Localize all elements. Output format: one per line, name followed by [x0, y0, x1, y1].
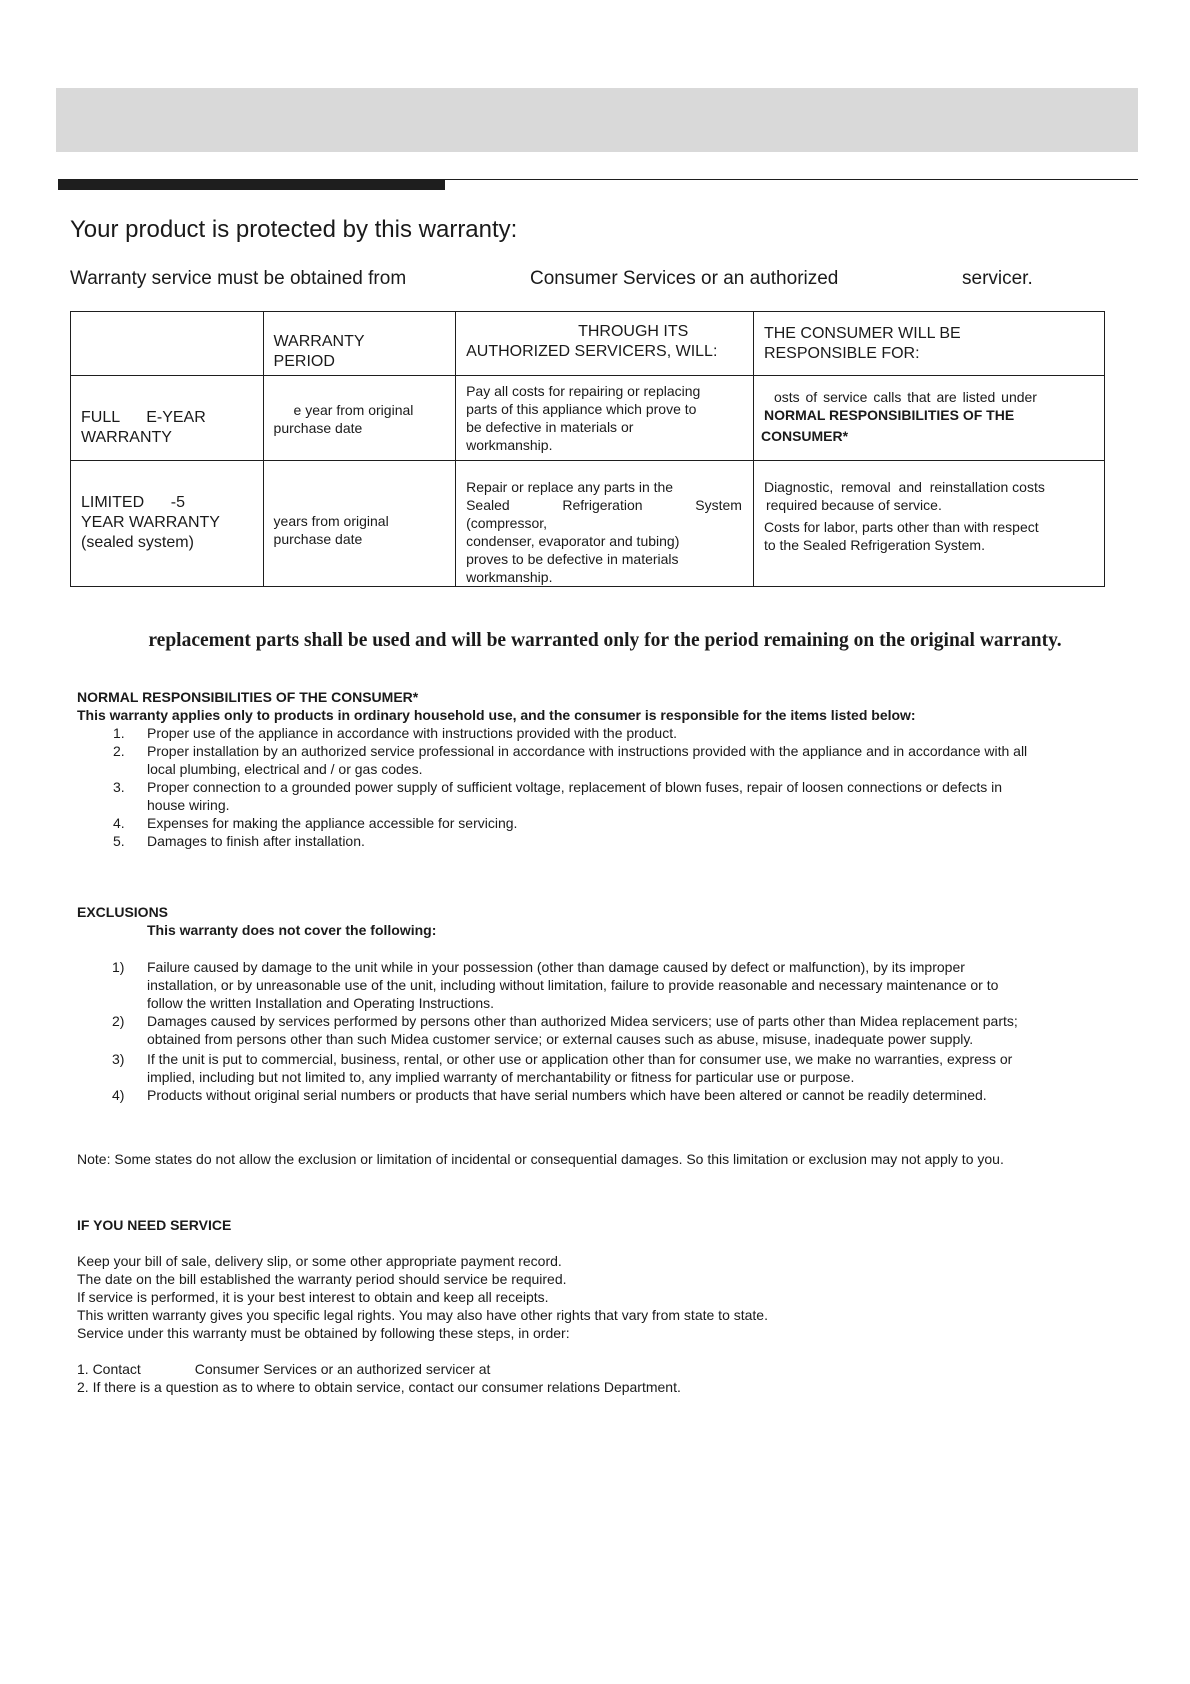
- row1-period-cell: [263, 376, 456, 461]
- service-line: Service under this warranty must be obtained by following these steps, in order:: [77, 1325, 570, 1341]
- row2-will-line2: [466, 496, 753, 514]
- header-period-line1: WARRANTY: [273, 333, 365, 350]
- list-item-text: Failure caused by damage to the unit while in your possession (other than damage caused by defect or malfunction), by its improper: [147, 959, 965, 975]
- section-rule-thick: [58, 179, 445, 190]
- list-item-text: Damages to finish after installation.: [147, 833, 365, 849]
- list-item-text: If the unit is put to commercial, business, rental, or other use or application other than for consumer use, we make no warranties, express or: [147, 1051, 1013, 1067]
- list-item-text: local plumbing, electrical and / or gas codes.: [147, 761, 423, 777]
- row1-will-line3: be defective in materials or: [466, 419, 634, 435]
- row2-will-word-refrigeration: Refrigeration: [562, 497, 643, 513]
- header-will-line2: AUTHORIZED SERVICERS, WILL:: [466, 343, 718, 360]
- subheading-part2: Consumer Services or an authorized: [530, 268, 839, 289]
- list-item-number: 4): [112, 1087, 125, 1103]
- list-item: [77, 724, 1027, 742]
- row1-resp-cell: [753, 376, 1104, 461]
- service-step-2: 2. If there is a question as to where to obtain service, contact our consumer relations Department.: [77, 1379, 681, 1395]
- row1-will-line1: Pay all costs for repairing or replacing: [466, 383, 701, 399]
- service-line: This written warranty gives you specific legal rights. You may also have other rights that vary from state to state.: [77, 1307, 768, 1323]
- row2-type-line2: YEAR WARRANTY: [81, 514, 220, 531]
- warranty-table: [70, 311, 1105, 587]
- row2-resp-line4: to the Sealed Refrigeration System.: [763, 537, 985, 553]
- page-title: Your product is protected by this warranty:: [70, 216, 518, 243]
- header-cell-responsible: [753, 312, 1104, 376]
- list-item-number: 3): [112, 1051, 125, 1067]
- header-resp-line1: THE CONSUMER WILL BE: [763, 325, 961, 342]
- list-item-number: 5.: [113, 833, 125, 849]
- row2-will-line1: Repair or replace any parts in the: [466, 479, 674, 495]
- row1-will-cell: [456, 376, 754, 461]
- service-line: Keep your bill of sale, delivery slip, or some other appropriate payment record.: [77, 1253, 562, 1269]
- row2-will-cell: [456, 461, 754, 587]
- row2-period-cell: [263, 461, 456, 587]
- row1-period-line1: e year from original: [293, 402, 414, 418]
- row2-will-line6: workmanship.: [466, 569, 553, 585]
- section-rule-thin: [445, 179, 1138, 180]
- service-paragraph: [77, 1252, 768, 1342]
- row1-will-line2: parts of this appliance which prove to: [466, 401, 697, 417]
- row2-resp-line2: required because of service.: [765, 497, 942, 513]
- replacement-parts-note: replacement parts shall be used and will be warranted only for the period remaining on the original warranty.: [148, 630, 1062, 651]
- list-item-text: Proper installation by an authorized service professional in accordance with instructions provided with the appliance and in accordance with all: [147, 743, 1028, 759]
- list-item: [77, 1050, 1018, 1086]
- normal-responsibilities-section: [77, 688, 916, 724]
- row2-resp-cell: [753, 461, 1104, 587]
- service-title: IF YOU NEED SERVICE: [77, 1217, 232, 1233]
- exclusions-intro: This warranty does not cover the following:: [147, 922, 437, 938]
- list-item-number: 1): [112, 959, 125, 975]
- row1-resp-line2: NORMAL RESPONSIBILITIES OF THE: [763, 407, 1015, 423]
- row1-type-line2: WARRANTY: [81, 429, 172, 446]
- header-cell-will: [456, 312, 754, 376]
- list-item-text: Proper connection to a grounded power supply of sufficient voltage, replacement of blown fuses, repair of loosen connections or defects in: [147, 779, 1003, 795]
- normal-list: [77, 724, 1027, 850]
- row2-type-line1: LIMITED -5: [81, 494, 186, 511]
- normal-intro: This warranty applies only to products in ordinary household use, and the consumer is responsible for the items listed below:: [77, 707, 916, 723]
- list-item-number: 3.: [113, 779, 125, 795]
- service-step1-text: Consumer Services or an authorized servicer at: [194, 1361, 491, 1377]
- table-row: [71, 376, 1105, 461]
- row1-resp-line3: CONSUMER*: [760, 428, 849, 444]
- list-item-text: Products without original serial numbers or products that have serial numbers which have been altered or cannot be readily determined.: [147, 1087, 987, 1103]
- row1-period-line2: purchase date: [273, 420, 363, 436]
- list-item-text: house wiring.: [147, 797, 230, 813]
- subheading-part1: Warranty service must be obtained from: [70, 268, 407, 289]
- header-band: [56, 88, 1138, 152]
- exclusions-section: [77, 903, 436, 939]
- row1-type-cell: [71, 376, 264, 461]
- list-item: [77, 832, 1027, 850]
- service-step-1: [77, 1360, 490, 1378]
- list-item-text: Damages caused by services performed by persons other than authorized Midea servicers; use of parts other than Midea replacement parts;: [147, 1013, 1018, 1029]
- list-item-text: follow the written Installation and Operating Instructions.: [147, 995, 495, 1011]
- row2-period-line1: years from original: [273, 513, 389, 529]
- row2-will-word-system: System: [695, 497, 742, 513]
- list-item-text: Expenses for making the appliance accessible for servicing.: [147, 815, 518, 831]
- list-item: [77, 1012, 1018, 1048]
- list-item: [77, 1086, 1018, 1104]
- row2-will-word-sealed: Sealed: [466, 497, 510, 513]
- row2-type-line3: (sealed system): [81, 534, 194, 551]
- list-item-number: 1.: [113, 725, 125, 741]
- service-line: If service is performed, it is your best interest to obtain and keep all receipts.: [77, 1289, 549, 1305]
- table-row: [71, 461, 1105, 587]
- list-item-text: installation, or by unreasonable use of the unit, including without limitation, failure to provide reasonable and necessary maintenance or to: [147, 977, 999, 993]
- list-item-number: 4.: [113, 815, 125, 831]
- header-period-line2: PERIOD: [273, 353, 335, 370]
- row2-will-line5: proves to be defective in materials: [466, 551, 679, 567]
- row1-type-line1: FULL E-YEAR: [81, 409, 206, 426]
- row2-period-line2: purchase date: [273, 531, 363, 547]
- header-will-line1: THROUGH ITS: [578, 323, 689, 340]
- subheading-part3: servicer.: [962, 268, 1033, 289]
- list-item-text: implied, including but not limited to, any implied warranty of merchantability or fitness for particular use or purpose.: [147, 1069, 855, 1085]
- note-text: Note: Some states do not allow the exclusion or limitation of incidental or consequential damages. So this limitation or exclusion may not apply to you.: [77, 1151, 1004, 1167]
- exclusions-title: EXCLUSIONS: [77, 904, 169, 920]
- row2-resp-line3: Costs for labor, parts other than with respect: [763, 519, 1039, 535]
- exclusions-list: [77, 958, 1018, 1104]
- row2-resp-line1: Diagnostic, removal and reinstallation costs: [763, 479, 1045, 495]
- list-item: [77, 778, 1027, 814]
- row1-will-line4: workmanship.: [466, 437, 553, 453]
- row2-will-line3: (compressor,: [466, 515, 548, 531]
- list-item-number: 2): [112, 1013, 125, 1029]
- service-line: The date on the bill established the warranty period should service be required.: [77, 1271, 567, 1287]
- row1-resp-line1: osts of service calls that are listed under: [773, 389, 1037, 405]
- list-item-number: 2.: [113, 743, 125, 759]
- list-item: [77, 742, 1027, 778]
- list-item-text: Proper use of the appliance in accordance with instructions provided with the product.: [147, 725, 677, 741]
- header-resp-line2: RESPONSIBLE FOR:: [763, 345, 920, 362]
- table-header-row: [71, 312, 1105, 376]
- service-step1-label: 1. Contact: [77, 1361, 141, 1377]
- header-cell-warranty-period: [263, 312, 456, 376]
- row2-type-cell: [71, 461, 264, 587]
- header-cell-empty: [71, 312, 264, 376]
- list-item-text: obtained from persons other than such Midea customer service; or external causes such as abuse, misuse, inadequate power supply.: [147, 1031, 974, 1047]
- list-item: [77, 814, 1027, 832]
- normal-title: NORMAL RESPONSIBILITIES OF THE CONSUMER*: [77, 689, 419, 705]
- list-item: [77, 958, 1018, 1012]
- row2-will-line4: condenser, evaporator and tubing): [466, 533, 680, 549]
